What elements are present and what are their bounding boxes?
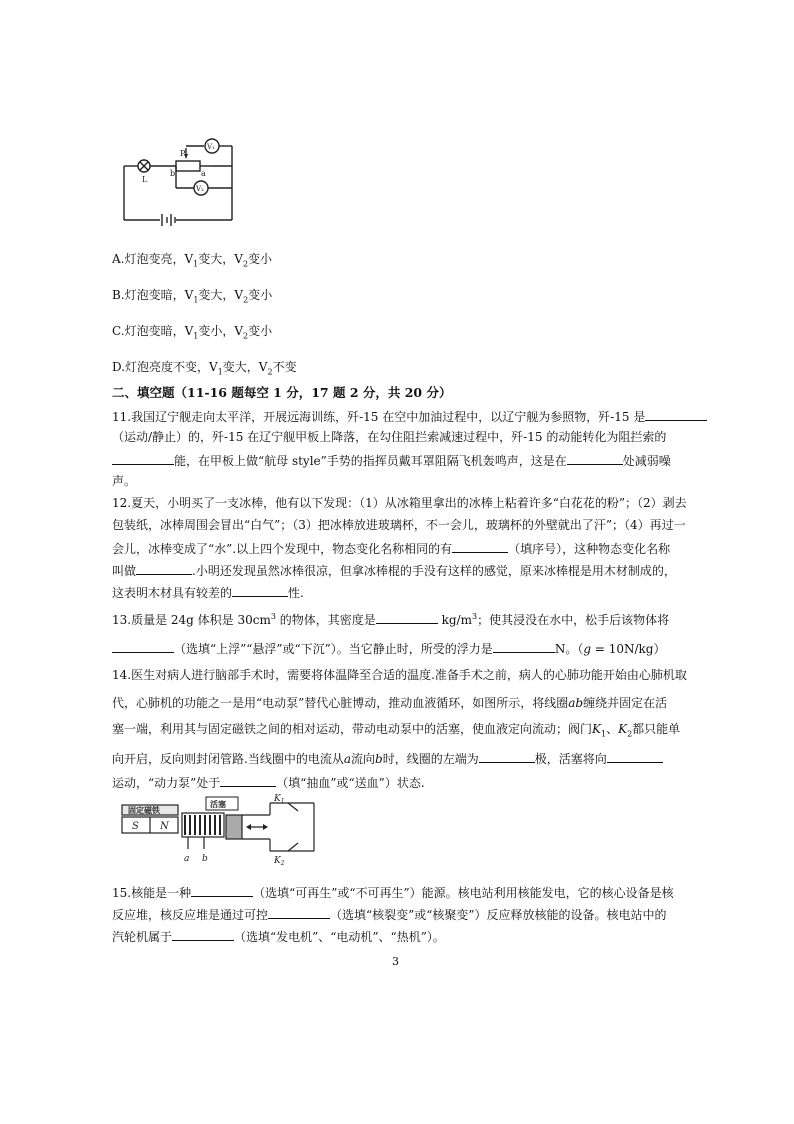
- label-l: L: [142, 175, 148, 184]
- q15-line2: 反应堆，核反应堆是通过可控 （选填“核裂变”或“核聚变”）反应释放核能的设备。核电站中的: [112, 908, 667, 922]
- q13-blank1[interactable]: [376, 611, 438, 624]
- q12-line4: 叫做 .小明还发现虽然冰棒很凉，但拿冰棒棍的手没有这样的感觉，原来冰棒棍是用木材制成的，: [112, 564, 676, 578]
- q12-blank3[interactable]: [232, 584, 288, 597]
- label-a: a: [201, 169, 206, 178]
- option-d: D.灯泡亮度不变，$V_1$变大，$V_2$不变: [112, 360, 297, 377]
- q11-blank1[interactable]: [645, 408, 707, 421]
- q11-line2: （运动/静止）的，歼-15 在辽宁舰甲板上降落，在勾住阻拦索减速过程中，歼-15 的动能转化为阻拦索的: [112, 430, 667, 444]
- q12-line1: 12.夏天，小明买了一支冰棒，他有以下发现：（1）从冰箱里拿出的冰棒上粘着许多“白花花的粉”；（2）剥去: [112, 496, 687, 510]
- q14-blank1[interactable]: [479, 750, 535, 763]
- label-s: S: [132, 821, 139, 832]
- label-magnet: 固定磁铁: [128, 805, 160, 815]
- option-b: B.灯泡变暗，$V_1$变大，$V_2$变小: [112, 288, 273, 305]
- q13-blank2[interactable]: [112, 640, 174, 653]
- pump-diagram: [118, 793, 318, 865]
- page-number: 3: [392, 955, 399, 968]
- q15-line1: 15.核能是一种 （选填“可再生”或“不可再生”）能源。核电站利用核能发电，它的核心设备是核: [112, 886, 674, 900]
- label-k2: $K_2$: [274, 856, 285, 865]
- q14-line2: 代，心肺机的功能之一是用“电动泵”替代心脏博动，推动血液循环，如图所示，将线圈ab缠绕并固定在活: [112, 696, 668, 710]
- label-k1: $K_1$: [274, 794, 285, 805]
- q15-blank1[interactable]: [191, 884, 253, 897]
- q13-blank3[interactable]: [493, 640, 555, 653]
- q14-line3: 塞一端，利用其与固定磁铁之间的相对运动，带动电动泵中的活塞，使血液定向流动；阀门$K_1$、$K_2$都只能单: [112, 722, 681, 739]
- q12-line5: 这表明木材具有较差的 性.: [112, 586, 304, 600]
- circuit-diagram: [118, 138, 238, 230]
- q11-line1: 11.我国辽宁舰走向太平洋，开展远海训练，歼-15 在空中加油过程中，以辽宁舰为参照物，歼-15 是: [112, 408, 707, 424]
- q12-blank1[interactable]: [452, 540, 508, 553]
- section-title: 二、填空题（11-16 题每空 1 分，17 题 2 分，共 20 分）: [112, 385, 452, 400]
- label-b: b: [170, 169, 176, 178]
- q12-blank2[interactable]: [136, 562, 192, 575]
- q13-line1: 13.质量是 24g 体积是 $30cm^3$ 的物体，其密度是 $kg/m^3$；使其浸没在水中，松手后该物体将: [112, 612, 670, 627]
- q14-line5: 运动，“动力泵”处于 （填“抽血”或“送血”）状态.: [112, 776, 425, 790]
- option-c: C.灯泡变暗，$V_1$变小，$V_2$变小: [112, 324, 273, 341]
- label-p: P: [180, 149, 186, 158]
- q14-line4: 向开启，反向则封闭管路.当线圈中的电流从a流向b时，线圈的左端为 极，活塞将向: [112, 750, 663, 766]
- label-piston: 活塞: [210, 799, 226, 809]
- label-n: N: [160, 821, 169, 832]
- q15-blank2[interactable]: [268, 906, 330, 919]
- q12-line3: 会儿，冰棒变成了“水”.以上四个发现中，物态变化名称相同的有 （填序号），这种物态变化名称: [112, 542, 671, 556]
- option-a: A.灯泡变亮，$V_1$变大，$V_2$变小: [112, 252, 273, 269]
- q14-blank3[interactable]: [220, 774, 276, 787]
- q14-blank2[interactable]: [607, 750, 663, 763]
- q15-blank3[interactable]: [172, 928, 234, 941]
- label-v1: V₁: [207, 143, 215, 151]
- label-a: a: [184, 854, 190, 864]
- q14-line1: 14.医生对病人进行脑部手术时，需要将体温降至合适的温度.准备手术之前，病人的心肺功能开始由心肺机取: [112, 668, 687, 682]
- label-b: b: [202, 854, 208, 864]
- q12-line2: 包装纸，冰棒周围会冒出“白气”；（3）把冰棒放进玻璃杯，不一会儿，玻璃杯的外壁就出了汗”；（4）再过一: [112, 518, 686, 532]
- q13-line2: （选填“上浮”“悬浮”或“下沉”）。当它静止时，所受的浮力是 N。（g = 10N/kg）: [112, 640, 665, 656]
- q11-line3: 能，在甲板上做“航母 style”手势的指挥员戴耳罩阻隔飞机轰鸣声，这是在 处减弱噪: [112, 452, 671, 468]
- q11-blank3[interactable]: [567, 452, 623, 465]
- q15-line3: 汽轮机属于 （选填“发电机”、“电动机”、“热机”）。: [112, 930, 445, 944]
- q11-blank2[interactable]: [112, 452, 174, 465]
- q11-line4: 声。: [112, 474, 137, 488]
- label-v2: V₂: [196, 185, 204, 193]
